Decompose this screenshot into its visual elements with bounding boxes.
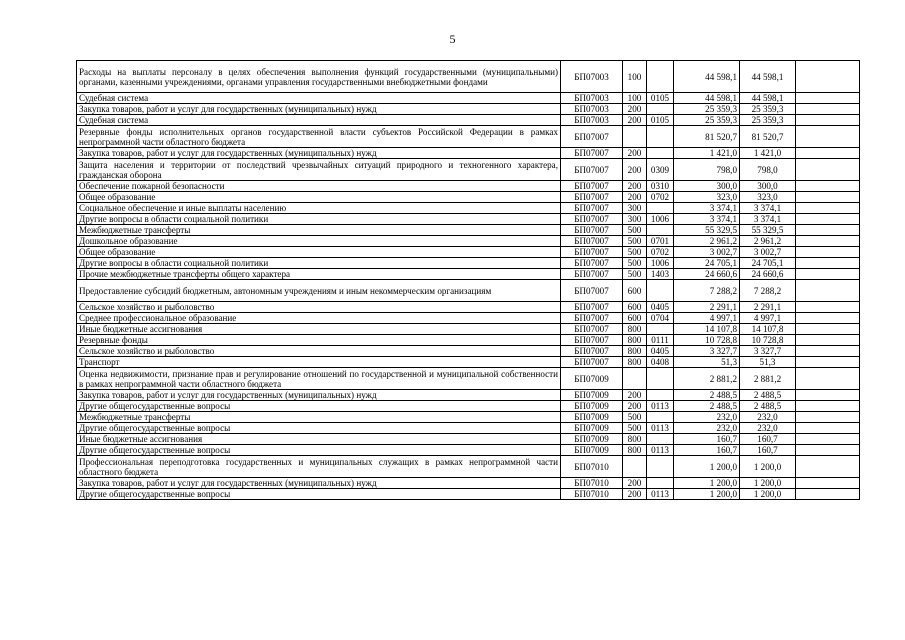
- row-empty-cell: [796, 214, 860, 225]
- row-expense-type: 200: [623, 159, 647, 181]
- row-empty-cell: [796, 61, 860, 93]
- row-amount-2: 25 359,3: [740, 115, 796, 126]
- row-section-code: 0105: [647, 93, 674, 104]
- row-amount-2: 300,0: [740, 181, 796, 192]
- row-expense-type: 200: [623, 489, 647, 500]
- table-row: [77, 489, 860, 500]
- row-expense-type: 500: [623, 236, 647, 247]
- row-target-code: БП07003: [561, 104, 623, 115]
- row-expense-type: 600: [623, 313, 647, 324]
- row-expense-type: 800: [623, 335, 647, 346]
- row-empty-cell: [796, 412, 860, 423]
- row-section-code: [647, 225, 674, 236]
- row-amount-2: 14 107,8: [740, 324, 796, 335]
- row-empty-cell: [796, 236, 860, 247]
- row-expense-type: 200: [623, 181, 647, 192]
- row-amount-1: 160,7: [674, 445, 740, 456]
- row-empty-cell: [796, 335, 860, 346]
- row-target-code: БП07010: [561, 478, 623, 489]
- row-name: Расходы на выплаты персоналу в целях обеспечения выполнения функций государственными (муниципальными) органами, казенными учреждениями, органами управления государственными внебюджетными фондами: [77, 61, 561, 93]
- row-expense-type: 500: [623, 258, 647, 269]
- row-target-code: БП07009: [561, 434, 623, 445]
- row-amount-2: 55 329,5: [740, 225, 796, 236]
- row-amount-2: 24 660,6: [740, 269, 796, 280]
- table-row: [77, 357, 860, 368]
- row-amount-2: 44 598,1: [740, 61, 796, 93]
- row-section-code: [647, 412, 674, 423]
- table-row: [77, 401, 860, 412]
- row-amount-1: 2 488,5: [674, 401, 740, 412]
- row-expense-type: 200: [623, 478, 647, 489]
- table-row: [77, 280, 860, 302]
- row-section-code: [647, 368, 674, 390]
- row-section-code: [647, 203, 674, 214]
- row-empty-cell: [796, 115, 860, 126]
- row-amount-1: 1 200,0: [674, 456, 740, 478]
- table-row: [77, 61, 860, 93]
- table-row: [77, 302, 860, 313]
- row-empty-cell: [796, 313, 860, 324]
- row-expense-type: 100: [623, 93, 647, 104]
- row-amount-1: 7 288,2: [674, 280, 740, 302]
- row-empty-cell: [796, 203, 860, 214]
- row-amount-2: 2 961,2: [740, 236, 796, 247]
- row-amount-1: 2 488,5: [674, 390, 740, 401]
- row-section-code: [647, 456, 674, 478]
- row-amount-1: 232,0: [674, 412, 740, 423]
- row-amount-2: 25 359,3: [740, 104, 796, 115]
- table-row: [77, 93, 860, 104]
- row-target-code: БП07007: [561, 357, 623, 368]
- row-expense-type: 800: [623, 445, 647, 456]
- row-amount-2: 232,0: [740, 412, 796, 423]
- table-row: [77, 203, 860, 214]
- row-amount-1: 2 961,2: [674, 236, 740, 247]
- row-amount-2: 1 200,0: [740, 478, 796, 489]
- row-amount-2: 3 327,7: [740, 346, 796, 357]
- budget-table-body: [77, 61, 860, 500]
- row-name: Предоставление субсидий бюджетным, автономным учреждениям и иным некоммерческим организациям: [77, 280, 561, 302]
- row-name: Сельское хозяйство и рыболовство: [77, 302, 561, 313]
- row-name: Судебная система: [77, 115, 561, 126]
- table-row: [77, 115, 860, 126]
- table-row: [77, 390, 860, 401]
- row-name: Иные бюджетные ассигнования: [77, 434, 561, 445]
- row-amount-1: 51,3: [674, 357, 740, 368]
- table-row: [77, 214, 860, 225]
- row-amount-1: 2 291,1: [674, 302, 740, 313]
- row-name: Сельское хозяйство и рыболовство: [77, 346, 561, 357]
- row-empty-cell: [796, 346, 860, 357]
- row-target-code: БП07007: [561, 214, 623, 225]
- row-target-code: БП07007: [561, 302, 623, 313]
- row-target-code: БП07009: [561, 390, 623, 401]
- row-expense-type: 200: [623, 115, 647, 126]
- table-row: [77, 258, 860, 269]
- table-row: [77, 104, 860, 115]
- row-name: Защита населения и территории от последствий чрезвычайных ситуаций природного и техногенного характера, гражданская оборона: [77, 159, 561, 181]
- row-section-code: 1006: [647, 258, 674, 269]
- row-expense-type: [623, 456, 647, 478]
- row-name: Другие общегосударственные вопросы: [77, 445, 561, 456]
- row-target-code: БП07007: [561, 159, 623, 181]
- row-target-code: БП07009: [561, 368, 623, 390]
- row-expense-type: 300: [623, 214, 647, 225]
- row-name: Резервные фонды исполнительных органов государственной власти субъектов Российской Федерации в рамках непрограммной части областного бюджета: [77, 126, 561, 148]
- row-target-code: БП07007: [561, 324, 623, 335]
- row-expense-type: 800: [623, 324, 647, 335]
- row-amount-2: 81 520,7: [740, 126, 796, 148]
- row-empty-cell: [796, 368, 860, 390]
- row-amount-1: 44 598,1: [674, 61, 740, 93]
- row-amount-1: 24 705,1: [674, 258, 740, 269]
- row-name: Иные бюджетные ассигнования: [77, 324, 561, 335]
- row-expense-type: 200: [623, 148, 647, 159]
- row-name: Резервные фонды: [77, 335, 561, 346]
- row-section-code: 0702: [647, 192, 674, 203]
- row-section-code: [647, 434, 674, 445]
- row-empty-cell: [796, 126, 860, 148]
- row-section-code: 0113: [647, 489, 674, 500]
- row-target-code: БП07003: [561, 93, 623, 104]
- row-name: Другие общегосударственные вопросы: [77, 401, 561, 412]
- row-amount-2: 3 002,7: [740, 247, 796, 258]
- row-section-code: 0405: [647, 302, 674, 313]
- row-section-code: [647, 390, 674, 401]
- row-target-code: БП07007: [561, 192, 623, 203]
- table-row: [77, 192, 860, 203]
- row-section-code: [647, 324, 674, 335]
- row-section-code: 0113: [647, 401, 674, 412]
- row-name: Другие общегосударственные вопросы: [77, 423, 561, 434]
- row-amount-2: 323,0: [740, 192, 796, 203]
- row-section-code: 0105: [647, 115, 674, 126]
- row-amount-1: 323,0: [674, 192, 740, 203]
- row-expense-type: [623, 126, 647, 148]
- row-name: Социальное обеспечение и иные выплаты населению: [77, 203, 561, 214]
- row-section-code: [647, 61, 674, 93]
- row-amount-1: 160,7: [674, 434, 740, 445]
- row-expense-type: 800: [623, 346, 647, 357]
- row-empty-cell: [796, 258, 860, 269]
- row-target-code: БП07007: [561, 269, 623, 280]
- row-amount-2: 160,7: [740, 445, 796, 456]
- row-amount-1: 4 997,1: [674, 313, 740, 324]
- table-row: [77, 247, 860, 258]
- row-amount-2: 3 374,1: [740, 214, 796, 225]
- row-section-code: 0408: [647, 357, 674, 368]
- row-target-code: БП07007: [561, 335, 623, 346]
- row-target-code: БП07007: [561, 181, 623, 192]
- row-name: Другие общегосударственные вопросы: [77, 489, 561, 500]
- table-row: [77, 225, 860, 236]
- row-amount-2: 2 291,1: [740, 302, 796, 313]
- row-section-code: 0111: [647, 335, 674, 346]
- row-amount-2: 4 997,1: [740, 313, 796, 324]
- row-expense-type: 500: [623, 412, 647, 423]
- row-name: Закупка товаров, работ и услуг для государственных (муниципальных) нужд: [77, 104, 561, 115]
- table-row: [77, 236, 860, 247]
- row-expense-type: 800: [623, 434, 647, 445]
- row-amount-1: 10 728,8: [674, 335, 740, 346]
- row-section-code: 0405: [647, 346, 674, 357]
- row-amount-1: 3 002,7: [674, 247, 740, 258]
- row-expense-type: 500: [623, 269, 647, 280]
- row-empty-cell: [796, 181, 860, 192]
- row-name: Транспорт: [77, 357, 561, 368]
- row-section-code: 0309: [647, 159, 674, 181]
- row-target-code: БП07007: [561, 258, 623, 269]
- row-amount-1: 44 598,1: [674, 93, 740, 104]
- row-target-code: БП07007: [561, 313, 623, 324]
- row-empty-cell: [796, 445, 860, 456]
- table-row: [77, 335, 860, 346]
- row-target-code: БП07010: [561, 456, 623, 478]
- row-target-code: БП07003: [561, 115, 623, 126]
- row-amount-2: 798,0: [740, 159, 796, 181]
- row-empty-cell: [796, 357, 860, 368]
- row-target-code: БП07007: [561, 247, 623, 258]
- row-expense-type: [623, 368, 647, 390]
- table-row: [77, 423, 860, 434]
- row-expense-type: 200: [623, 401, 647, 412]
- row-amount-1: 81 520,7: [674, 126, 740, 148]
- row-expense-type: 200: [623, 390, 647, 401]
- row-name: Другие вопросы в области социальной политики: [77, 258, 561, 269]
- row-amount-1: 3 327,7: [674, 346, 740, 357]
- row-empty-cell: [796, 390, 860, 401]
- row-amount-1: 24 660,6: [674, 269, 740, 280]
- row-amount-2: 7 288,2: [740, 280, 796, 302]
- row-amount-1: 2 881,2: [674, 368, 740, 390]
- row-section-code: [647, 478, 674, 489]
- row-name: Обеспечение пожарной безопасности: [77, 181, 561, 192]
- table-row: [77, 368, 860, 390]
- row-amount-2: 232,0: [740, 423, 796, 434]
- row-amount-1: 1 421,0: [674, 148, 740, 159]
- row-section-code: 0702: [647, 247, 674, 258]
- row-empty-cell: [796, 434, 860, 445]
- row-empty-cell: [796, 401, 860, 412]
- row-amount-1: 798,0: [674, 159, 740, 181]
- row-amount-2: 3 374,1: [740, 203, 796, 214]
- row-empty-cell: [796, 225, 860, 236]
- row-amount-1: 1 200,0: [674, 478, 740, 489]
- row-expense-type: 600: [623, 302, 647, 313]
- row-empty-cell: [796, 324, 860, 335]
- row-name: Закупка товаров, работ и услуг для государственных (муниципальных) нужд: [77, 390, 561, 401]
- table-row: [77, 313, 860, 324]
- row-empty-cell: [796, 478, 860, 489]
- row-empty-cell: [796, 93, 860, 104]
- row-empty-cell: [796, 489, 860, 500]
- row-empty-cell: [796, 159, 860, 181]
- row-expense-type: 600: [623, 280, 647, 302]
- row-amount-1: 232,0: [674, 423, 740, 434]
- row-amount-1: 3 374,1: [674, 203, 740, 214]
- row-amount-2: 160,7: [740, 434, 796, 445]
- row-empty-cell: [796, 302, 860, 313]
- row-name: Среднее профессиональное образование: [77, 313, 561, 324]
- row-target-code: БП07007: [561, 236, 623, 247]
- row-section-code: 1006: [647, 214, 674, 225]
- row-target-code: БП07007: [561, 126, 623, 148]
- row-expense-type: 500: [623, 423, 647, 434]
- budget-table: [76, 60, 860, 500]
- row-name: Закупка товаров, работ и услуг для государственных (муниципальных) нужд: [77, 148, 561, 159]
- row-name: Общее образование: [77, 192, 561, 203]
- row-expense-type: 100: [623, 61, 647, 93]
- table-row: [77, 478, 860, 489]
- row-name: Оценка недвижимости, признание прав и регулирование отношений по государственной и муниципальной собственности в рамках непрограммной части областного бюджета: [77, 368, 561, 390]
- table-row: [77, 181, 860, 192]
- row-empty-cell: [796, 104, 860, 115]
- row-amount-2: 24 705,1: [740, 258, 796, 269]
- table-row: [77, 159, 860, 181]
- row-name: Межбюджетные трансферты: [77, 225, 561, 236]
- row-empty-cell: [796, 280, 860, 302]
- row-amount-2: 1 200,0: [740, 489, 796, 500]
- table-row: [77, 324, 860, 335]
- row-section-code: [647, 280, 674, 302]
- row-target-code: БП07007: [561, 225, 623, 236]
- row-amount-2: 51,3: [740, 357, 796, 368]
- row-amount-2: 1 200,0: [740, 456, 796, 478]
- row-target-code: БП07010: [561, 489, 623, 500]
- row-target-code: БП07007: [561, 203, 623, 214]
- row-section-code: 0310: [647, 181, 674, 192]
- row-target-code: БП07007: [561, 280, 623, 302]
- row-amount-2: 1 421,0: [740, 148, 796, 159]
- row-amount-1: 1 200,0: [674, 489, 740, 500]
- row-section-code: 0704: [647, 313, 674, 324]
- table-row: [77, 434, 860, 445]
- row-section-code: [647, 126, 674, 148]
- row-section-code: 0701: [647, 236, 674, 247]
- row-section-code: 0113: [647, 445, 674, 456]
- row-section-code: [647, 104, 674, 115]
- row-amount-2: 2 488,5: [740, 401, 796, 412]
- row-expense-type: 500: [623, 247, 647, 258]
- row-empty-cell: [796, 247, 860, 258]
- row-section-code: [647, 148, 674, 159]
- row-amount-1: 14 107,8: [674, 324, 740, 335]
- row-expense-type: 800: [623, 357, 647, 368]
- row-expense-type: 200: [623, 192, 647, 203]
- row-name: Общее образование: [77, 247, 561, 258]
- row-name: Судебная система: [77, 93, 561, 104]
- row-expense-type: 200: [623, 104, 647, 115]
- row-target-code: БП07007: [561, 148, 623, 159]
- row-expense-type: 300: [623, 203, 647, 214]
- row-amount-2: 44 598,1: [740, 93, 796, 104]
- row-amount-1: 300,0: [674, 181, 740, 192]
- row-target-code: БП07003: [561, 61, 623, 93]
- row-amount-1: 55 329,5: [674, 225, 740, 236]
- table-row: [77, 412, 860, 423]
- row-section-code: 0113: [647, 423, 674, 434]
- page-number: 5: [449, 32, 456, 46]
- row-section-code: 1403: [647, 269, 674, 280]
- row-target-code: БП07009: [561, 445, 623, 456]
- row-name: Закупка товаров, работ и услуг для государственных (муниципальных) нужд: [77, 478, 561, 489]
- row-empty-cell: [796, 192, 860, 203]
- row-expense-type: 500: [623, 225, 647, 236]
- row-amount-1: 3 374,1: [674, 214, 740, 225]
- table-row: [77, 456, 860, 478]
- row-target-code: БП07007: [561, 346, 623, 357]
- row-name: Межбюджетные трансферты: [77, 412, 561, 423]
- row-empty-cell: [796, 456, 860, 478]
- table-row: [77, 346, 860, 357]
- table-row: [77, 126, 860, 148]
- row-amount-2: 2 881,2: [740, 368, 796, 390]
- row-name: Профессиональная переподготовка государственных и муниципальных служащих в рамках непрограммной части областного бюджета: [77, 456, 561, 478]
- row-empty-cell: [796, 423, 860, 434]
- row-target-code: БП07009: [561, 412, 623, 423]
- row-target-code: БП07009: [561, 423, 623, 434]
- row-amount-1: 25 359,3: [674, 115, 740, 126]
- row-amount-1: 25 359,3: [674, 104, 740, 115]
- row-empty-cell: [796, 148, 860, 159]
- row-name: Дошкольное образование: [77, 236, 561, 247]
- table-row: [77, 445, 860, 456]
- row-name: Другие вопросы в области социальной политики: [77, 214, 561, 225]
- row-amount-2: 10 728,8: [740, 335, 796, 346]
- table-row: [77, 148, 860, 159]
- table-row: [77, 269, 860, 280]
- row-name: Прочие межбюджетные трансферты общего характера: [77, 269, 561, 280]
- row-empty-cell: [796, 269, 860, 280]
- row-target-code: БП07009: [561, 401, 623, 412]
- row-amount-2: 2 488,5: [740, 390, 796, 401]
